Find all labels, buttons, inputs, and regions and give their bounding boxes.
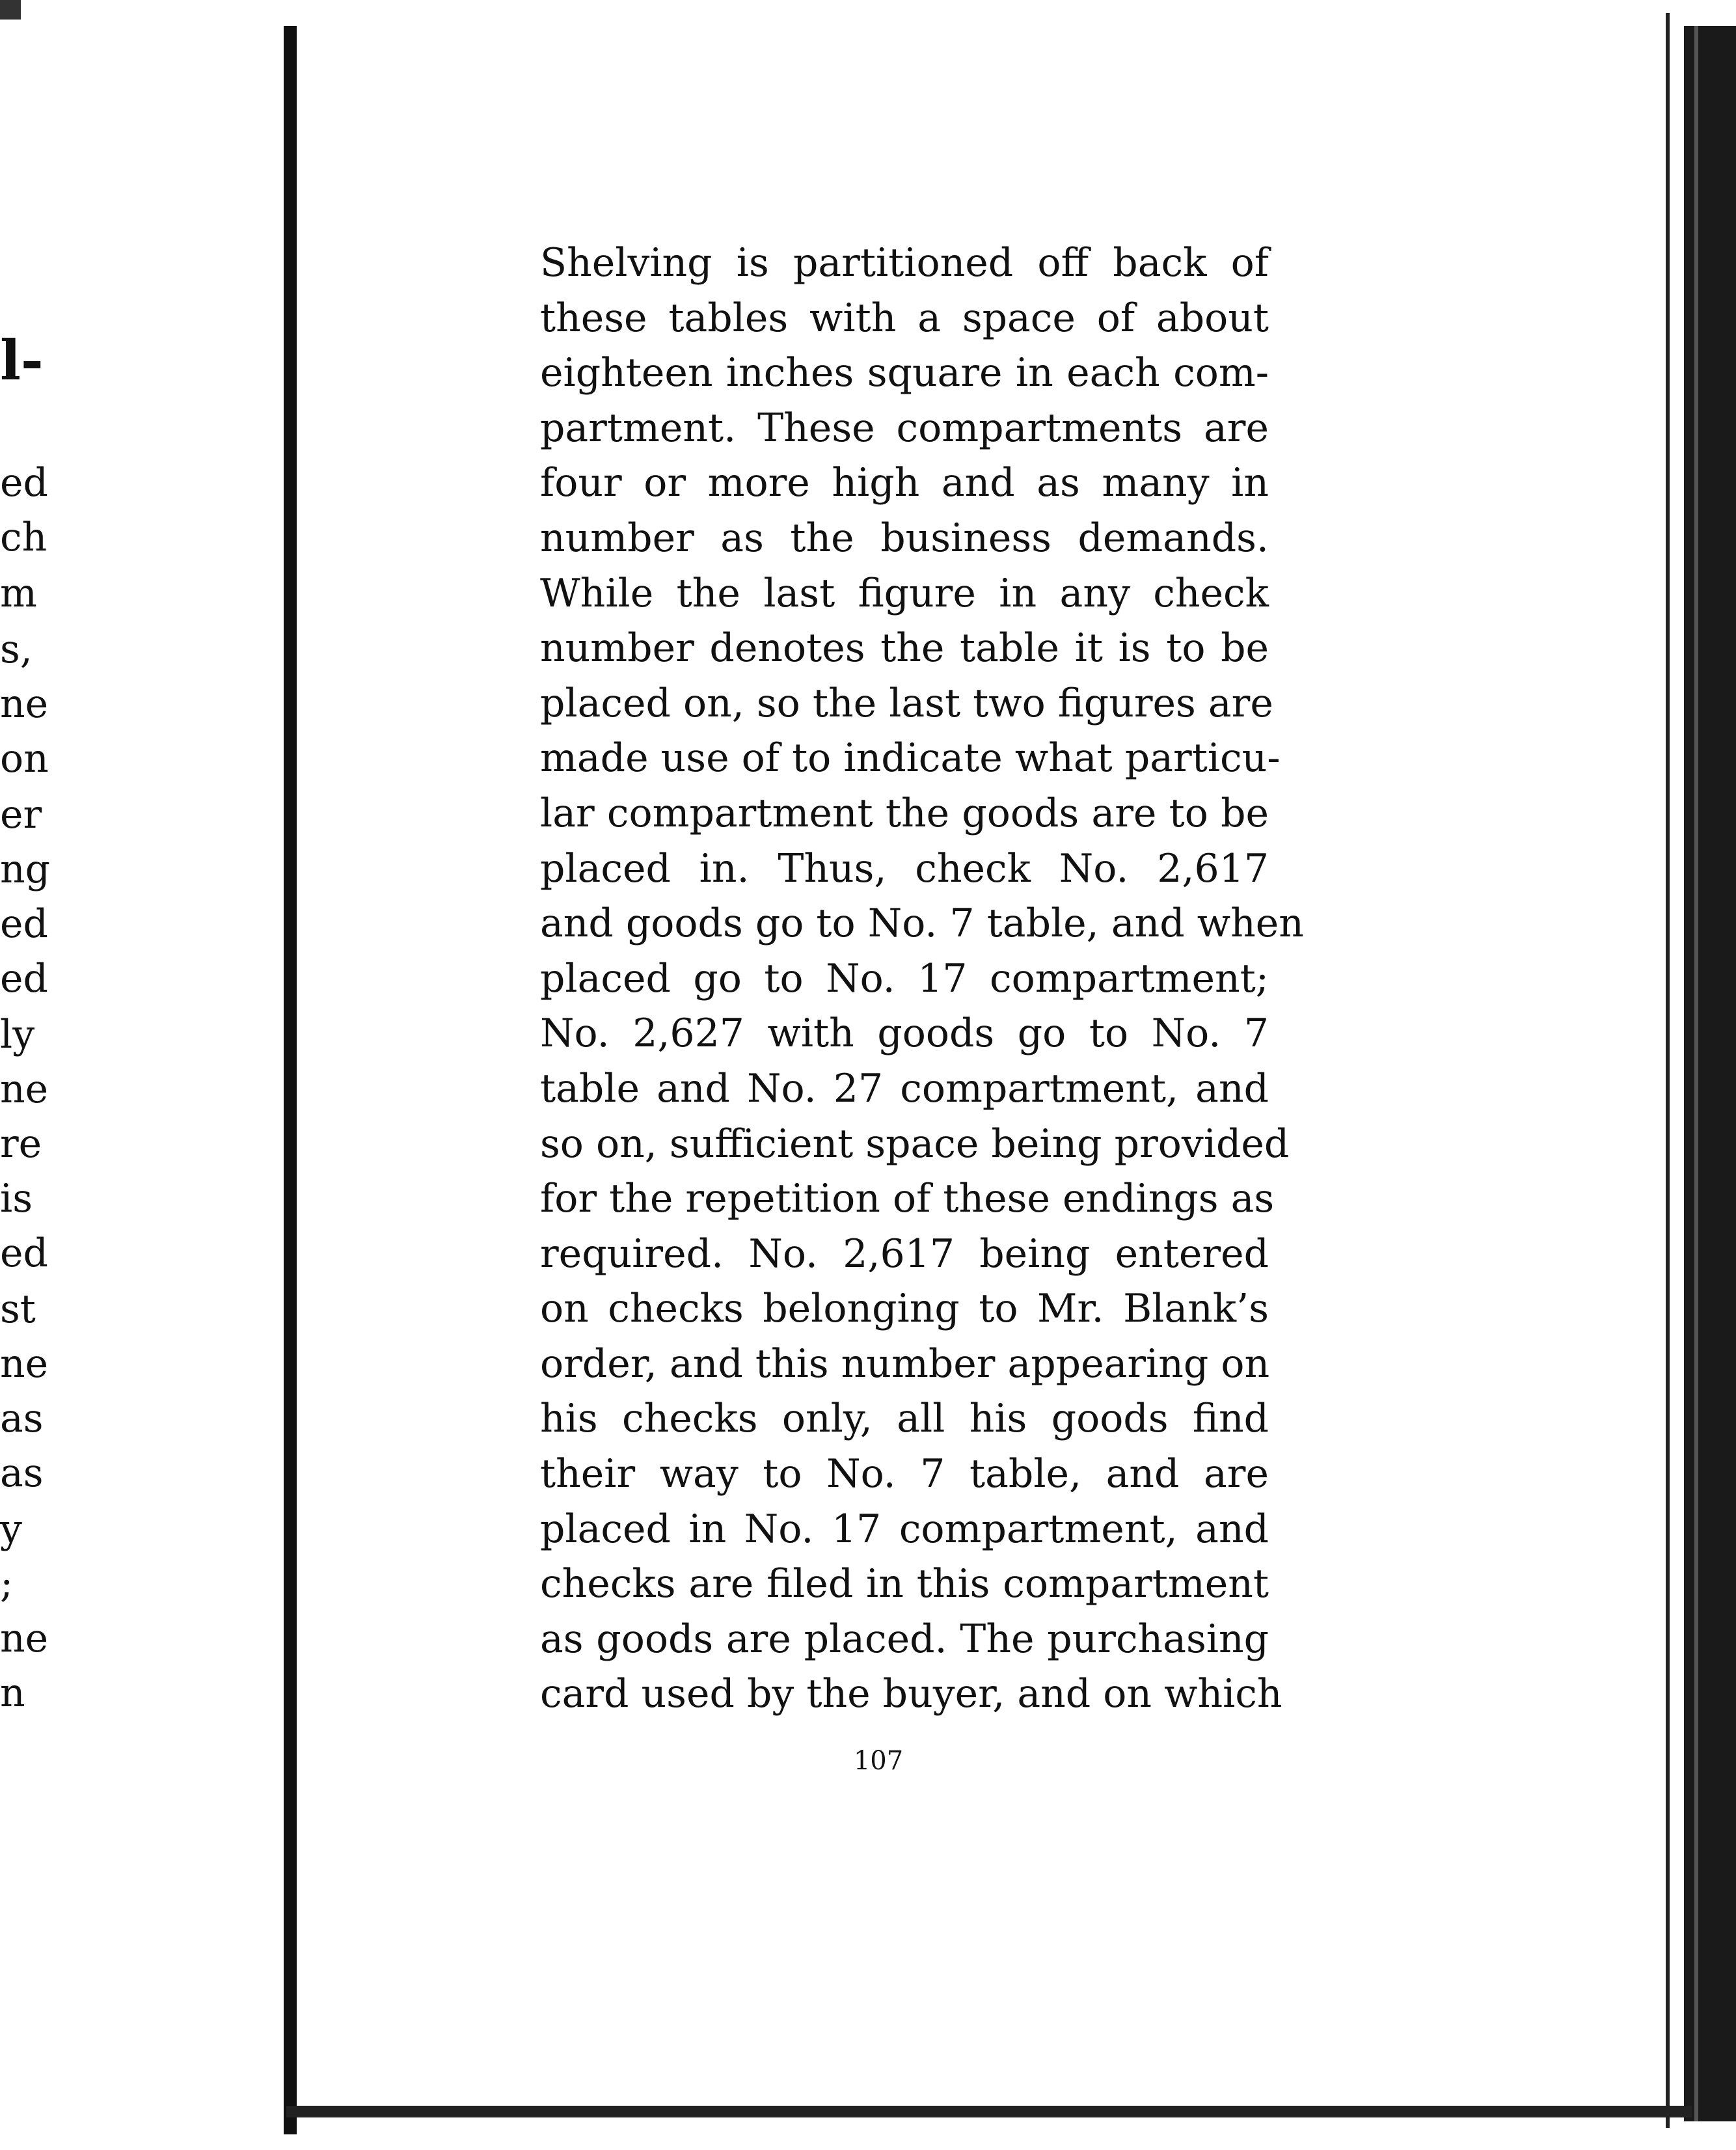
fragment-line: ed: [0, 460, 48, 506]
body-line: number denotes the table it is to be: [540, 625, 1269, 672]
body-line: their way to No. 7 table, and are: [540, 1451, 1269, 1497]
fragment-line: re: [0, 1121, 42, 1167]
fragment-line: ly: [0, 1012, 35, 1057]
body-line: four or more high and as many in: [540, 460, 1269, 506]
body-line: placed go to No. 17 compartment;: [540, 955, 1269, 1001]
fragment-line: ne: [0, 1341, 49, 1387]
page-bottom-shadow: [286, 2106, 1692, 2117]
body-line: order, and this number appearing on: [540, 1340, 1270, 1387]
fragment-line: ch: [0, 515, 47, 560]
body-line: these tables with a space of about: [540, 295, 1269, 341]
body-line: Shelving is partitioned off back of: [540, 240, 1269, 286]
fragment-line: ne: [0, 1067, 49, 1112]
book-cover-line: [1694, 26, 1698, 2121]
body-line: placed in. Thus, check No. 2,617: [540, 845, 1269, 891]
fragment-line: n: [0, 1670, 25, 1716]
body-line: his checks only, all his goods find: [540, 1396, 1269, 1442]
fragment-line: ed: [0, 956, 48, 1001]
fragment-line: st: [0, 1286, 36, 1332]
page-number: 107: [853, 1746, 904, 1776]
body-line: eighteen inches square in each com-: [540, 350, 1269, 396]
fragment-line: m: [0, 571, 37, 616]
body-line: placed in No. 17 compartment, and: [540, 1506, 1269, 1552]
fragment-line: er: [0, 792, 42, 837]
fragment-line: is: [0, 1176, 33, 1221]
fragment-line: ne: [0, 681, 49, 727]
body-line: While the last figure in any check: [540, 570, 1269, 616]
fragment-line: on: [0, 736, 49, 782]
body-line: made use of to indicate what particu-: [540, 735, 1281, 782]
fragment-line: ed: [0, 901, 48, 947]
body-line: card used by the buyer, and on which: [540, 1671, 1282, 1717]
fragment-line: l-: [0, 328, 44, 392]
body-line: partment. These compartments are: [540, 405, 1269, 451]
fragment-line: ne: [0, 1616, 49, 1661]
body-line: checks are filed in this compartment: [540, 1561, 1269, 1607]
body-line: and goods go to No. 7 table, and when: [540, 901, 1304, 947]
body-text: [540, 236, 1304, 1722]
fragment-line: as: [0, 1396, 44, 1441]
fragment-line: ng: [0, 847, 51, 892]
body-line: on checks belonging to Mr. Blank’s: [540, 1286, 1269, 1332]
fragment-line: s,: [0, 627, 33, 672]
fragment-line: ;: [0, 1561, 14, 1607]
book-gutter: [284, 26, 297, 2134]
scan-corner-mark: [0, 0, 21, 20]
body-line: for the repetition of these endings as: [540, 1176, 1275, 1222]
body-line: table and No. 27 compartment, and: [540, 1065, 1269, 1111]
body-line: as goods are placed. The purchasing: [540, 1616, 1269, 1662]
previous-page: [0, 0, 292, 2150]
book-cover-edge: [1684, 26, 1736, 2121]
body-line: lar compartment the goods are to be: [540, 790, 1269, 836]
fragment-line: as: [0, 1450, 44, 1496]
fragment-line: y: [0, 1506, 22, 1552]
body-line: so on, sufficient space being provided: [540, 1121, 1290, 1167]
fragment-line: ed: [0, 1231, 48, 1276]
body-line: placed on, so the last two figures are: [540, 680, 1273, 726]
body-line: required. No. 2,617 being entered: [540, 1231, 1269, 1277]
body-line: number as the business demands.: [540, 515, 1269, 561]
body-line: No. 2,627 with goods go to No. 7: [540, 1011, 1269, 1057]
